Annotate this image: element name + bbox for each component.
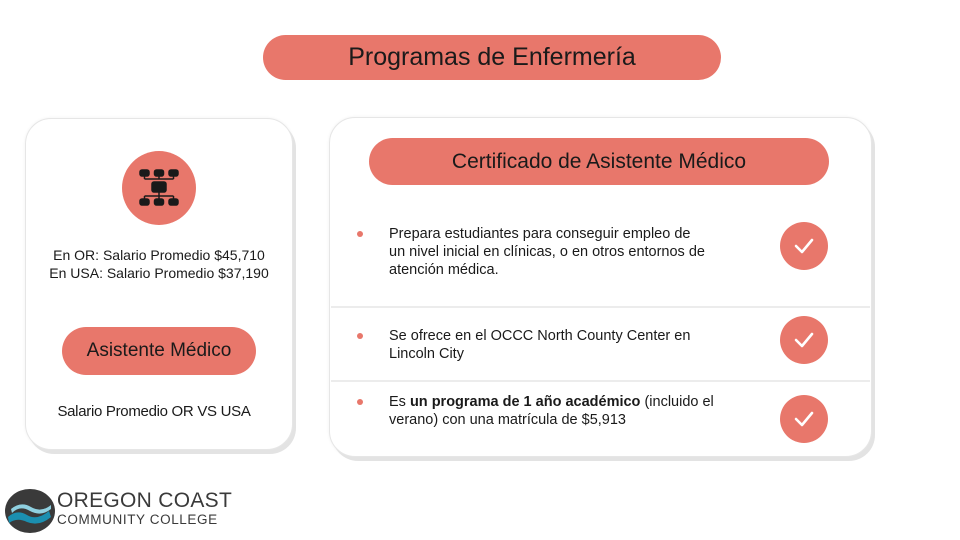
hierarchy-icon	[122, 151, 196, 225]
bullet-icon	[357, 231, 363, 237]
logo-line1: OREGON COAST	[57, 489, 233, 512]
salary-usa: En USA: Salario Promedio $37,190	[49, 265, 269, 281]
list-item-line: Se ofrece en el OCCC North County Center en	[389, 328, 691, 344]
list-item-line: Lincoln City	[389, 346, 464, 362]
text-pre: Es	[389, 394, 410, 410]
page-title	[263, 35, 721, 80]
bullet-icon	[357, 333, 363, 339]
list-item	[389, 327, 759, 363]
hierarchy-icon-svg	[137, 166, 181, 210]
text-post: (incluido el	[640, 394, 714, 410]
certificate-heading	[369, 138, 829, 185]
list-item	[389, 225, 759, 279]
divider	[331, 306, 870, 308]
salary-or: En OR: Salario Promedio $45,710	[53, 247, 265, 263]
list-item-line: un nivel inicial en clínicas, o en otros entornos de	[389, 244, 705, 260]
salary-lines	[25, 246, 293, 282]
divider	[331, 380, 870, 382]
list-item-line: verano) con una matrícula de $5,913	[389, 412, 626, 428]
role-pill	[62, 327, 256, 375]
check-icon	[780, 222, 828, 270]
bullet-icon	[357, 399, 363, 405]
text-bold: un programa de 1 año académico	[409, 394, 641, 410]
list-item-line: Prepara estudiantes para conseguir empleo de	[389, 226, 691, 242]
check-icon	[780, 395, 828, 443]
logo-line2: COMMUNITY COLLEGE	[57, 512, 218, 527]
role-label: Asistente Médico	[86, 340, 232, 361]
list-item-line: atención médica.	[389, 262, 499, 278]
certificate-heading-text: Certificado de Asistente Médico	[451, 149, 747, 173]
salary-caption: Salario Promedio OR VS USA	[57, 403, 251, 420]
page-title-text: Programas de Enfermería	[348, 43, 636, 71]
list-item-line	[389, 393, 759, 411]
check-icon	[780, 316, 828, 364]
list-item	[389, 393, 759, 429]
